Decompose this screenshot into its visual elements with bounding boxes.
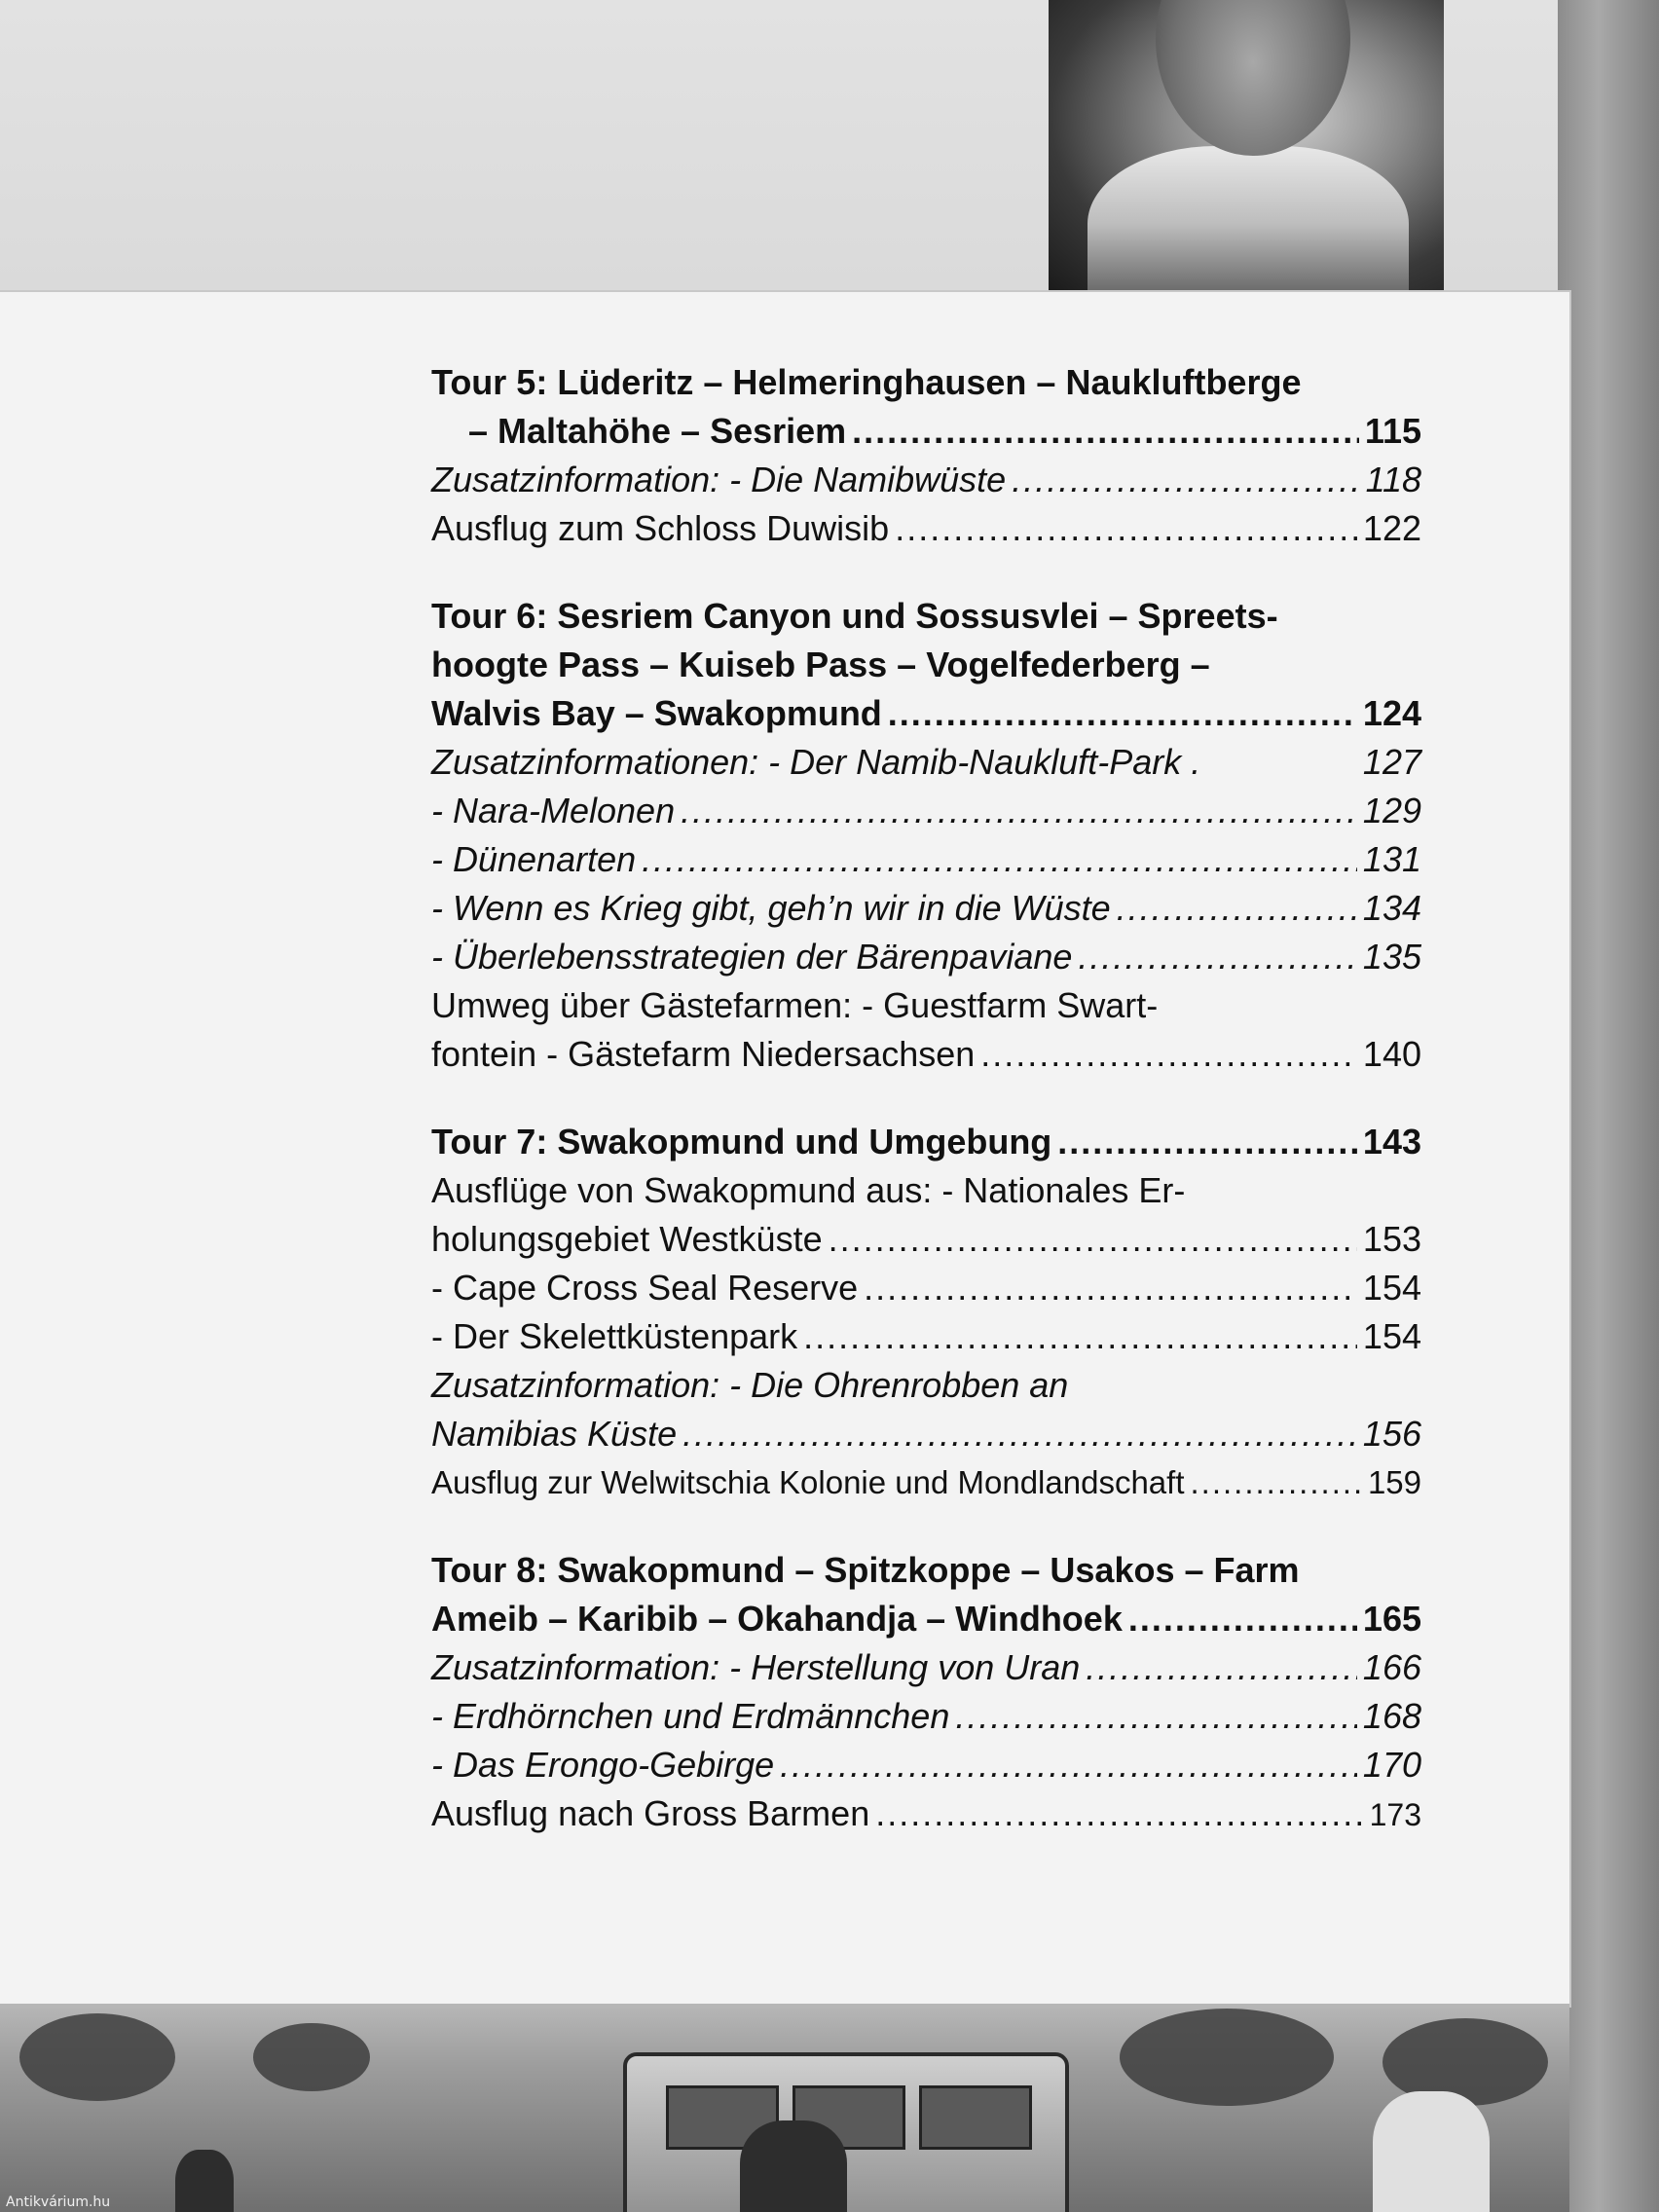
- toc-title-line: [431, 689, 1421, 738]
- dot-leader: [1128, 1595, 1357, 1643]
- dot-leader: [875, 1789, 1363, 1838]
- toc-text: Umweg über Gästefarmen: - Guestfarm Swart-: [431, 985, 1159, 1025]
- toc-text: - Dünenarten: [431, 839, 637, 879]
- toc-text: holungsgebiet Westküste: [431, 1219, 823, 1259]
- section-gap: [431, 1507, 1421, 1546]
- toc-text: Tour 6: Sesriem Canyon und Sossusvlei – Spreets-: [431, 596, 1278, 636]
- toc-row: [431, 787, 1421, 835]
- toc-text: Ausflug zur Welwitschia Kolonie und Mondlandschaft: [431, 1464, 1185, 1500]
- watermark: Antikvárium.hu: [6, 2194, 111, 2210]
- toc-row: [431, 1643, 1421, 1692]
- toc-text: - Cape Cross Seal Reserve: [431, 1268, 859, 1308]
- toc-text: Zusatzinformation: - Die Ohrenrobben an: [431, 1365, 1069, 1405]
- book-edge: [1558, 0, 1659, 2212]
- toc-text: - Erdhörnchen und Erdmännchen: [431, 1696, 950, 1736]
- toc-title-line: [431, 1595, 1421, 1643]
- dot-leader: [980, 1030, 1357, 1079]
- toc-row: [431, 456, 1421, 504]
- toc-row: [431, 1166, 1421, 1215]
- dot-leader: [1117, 884, 1357, 933]
- dot-leader: [852, 407, 1359, 456]
- page-number: 131: [1362, 839, 1421, 879]
- dot-leader: [780, 1741, 1357, 1789]
- table-of-contents: [431, 358, 1421, 1839]
- toc-title-line: [431, 407, 1421, 456]
- dot-leader: [642, 835, 1357, 884]
- page-number: 124: [1362, 693, 1421, 733]
- toc-row: [431, 1264, 1421, 1312]
- person-shape: [1373, 2091, 1490, 2212]
- toc-row: [431, 933, 1421, 981]
- toc-text: fontein - Gästefarm Niedersachsen: [431, 1034, 976, 1074]
- toc-row: [431, 1410, 1421, 1458]
- page-number: 127: [1362, 742, 1421, 782]
- toc-text: Tour 8: Swakopmund – Spitzkoppe – Usakos – Farm: [431, 1550, 1300, 1590]
- toc-tour-5: [431, 358, 1421, 553]
- toc-text: - Das Erongo-Gebirge: [431, 1745, 775, 1785]
- page-number: 115: [1364, 411, 1421, 451]
- page-number: 168: [1362, 1696, 1421, 1736]
- dot-leader: [829, 1215, 1357, 1264]
- toc-text: Zusatzinformation: - Die Namibwüste: [431, 460, 1007, 499]
- toc-text: Zusatzinformation: - Herstellung von Uran: [431, 1647, 1081, 1687]
- toc-text: - Der Skelettküstenpark: [431, 1316, 798, 1356]
- toc-row: [431, 738, 1421, 787]
- page-number: 154: [1362, 1316, 1421, 1356]
- page-number: 153: [1362, 1219, 1421, 1259]
- toc-text: Namibias Küste: [431, 1414, 678, 1454]
- toc-text: hoogte Pass – Kuiseb Pass – Vogelfederberg –: [431, 645, 1210, 684]
- toc-row: [431, 835, 1421, 884]
- dot-leader: [1078, 933, 1357, 981]
- photo-face: [1156, 0, 1350, 156]
- toc-text: Tour 5: Lüderitz – Helmeringhausen – Naukluftberge: [431, 362, 1302, 402]
- page-number: 165: [1362, 1599, 1421, 1639]
- toc-row: [431, 1741, 1421, 1789]
- page-number: 159: [1367, 1464, 1421, 1500]
- toc-text: Ausflüge von Swakopmund aus: - Nationales Er-: [431, 1170, 1186, 1210]
- toc-row: [431, 1789, 1421, 1839]
- page-number: 173: [1369, 1797, 1421, 1832]
- page-number: 140: [1362, 1034, 1421, 1074]
- page-number: 170: [1362, 1745, 1421, 1785]
- toc-title-line: [431, 592, 1421, 641]
- toc-text: - Wenn es Krieg gibt, geh’n wir in die Wüste: [431, 888, 1111, 928]
- toc-text: Tour 7: Swakopmund und Umgebung: [431, 1122, 1052, 1161]
- dot-leader: [955, 1692, 1357, 1741]
- person-shape: [740, 2120, 847, 2212]
- page-number: 166: [1362, 1647, 1421, 1687]
- toc-text: - Überlebensstrategien der Bärenpaviane: [431, 937, 1073, 977]
- toc-text: Ameib – Karibib – Okahandja – Windhoek: [431, 1599, 1123, 1639]
- toc-row: [431, 504, 1421, 553]
- dot-leader: [803, 1312, 1357, 1361]
- dot-leader: [1191, 1458, 1362, 1507]
- toc-tour-6: [431, 592, 1421, 1079]
- toc-row: [431, 1215, 1421, 1264]
- page-number: 129: [1362, 791, 1421, 830]
- tree-shape: [19, 2013, 175, 2101]
- toc-title-line: [431, 1546, 1421, 1595]
- toc-text: Ausflug zum Schloss Duwisib: [431, 508, 890, 548]
- tree-shape: [253, 2023, 370, 2091]
- girl-photo: [1049, 0, 1444, 292]
- dot-leader: [888, 689, 1357, 738]
- toc-text: – Maltahöhe – Sesriem: [468, 411, 847, 451]
- toc-title-line: [431, 358, 1421, 407]
- toc-text: - Nara-Melonen: [431, 791, 676, 830]
- page-number: 143: [1362, 1122, 1421, 1161]
- dot-leader: [1057, 1118, 1357, 1166]
- dot-leader: [895, 504, 1357, 553]
- section-gap: [431, 553, 1421, 592]
- vehicle-window: [919, 2085, 1032, 2150]
- toc-title-line: [431, 1118, 1421, 1166]
- toc-tour-8: [431, 1546, 1421, 1839]
- page-number: 135: [1362, 937, 1421, 977]
- dot-leader: [1012, 456, 1359, 504]
- page-number: 122: [1362, 508, 1421, 548]
- photo-shirt: [1088, 146, 1409, 292]
- toc-tour-7: [431, 1118, 1421, 1507]
- toc-row: [431, 1312, 1421, 1361]
- toc-row: [431, 884, 1421, 933]
- toc-title-line: [431, 641, 1421, 689]
- tree-shape: [1120, 2009, 1334, 2106]
- section-gap: [431, 1079, 1421, 1118]
- toc-row: [431, 1361, 1421, 1410]
- dot-leader: [864, 1264, 1357, 1312]
- page-number: 154: [1362, 1268, 1421, 1308]
- dot-leader: [681, 787, 1357, 835]
- person-shape: [175, 2150, 234, 2212]
- safari-photo: [0, 2004, 1569, 2212]
- dot-leader: [1086, 1643, 1357, 1692]
- page-number: 118: [1365, 460, 1421, 499]
- toc-row: [431, 1458, 1421, 1507]
- page-number: 156: [1362, 1414, 1421, 1454]
- dot-leader: [682, 1410, 1357, 1458]
- toc-row: [431, 1692, 1421, 1741]
- toc-text: Zusatzinformationen: - Der Namib-Naukluft-Park .: [431, 742, 1201, 782]
- toc-row: [431, 981, 1421, 1030]
- toc-row: [431, 1030, 1421, 1079]
- toc-text: Ausflug nach Gross Barmen: [431, 1793, 870, 1833]
- toc-text: Walvis Bay – Swakopmund: [431, 693, 882, 733]
- page-number: 134: [1362, 888, 1421, 928]
